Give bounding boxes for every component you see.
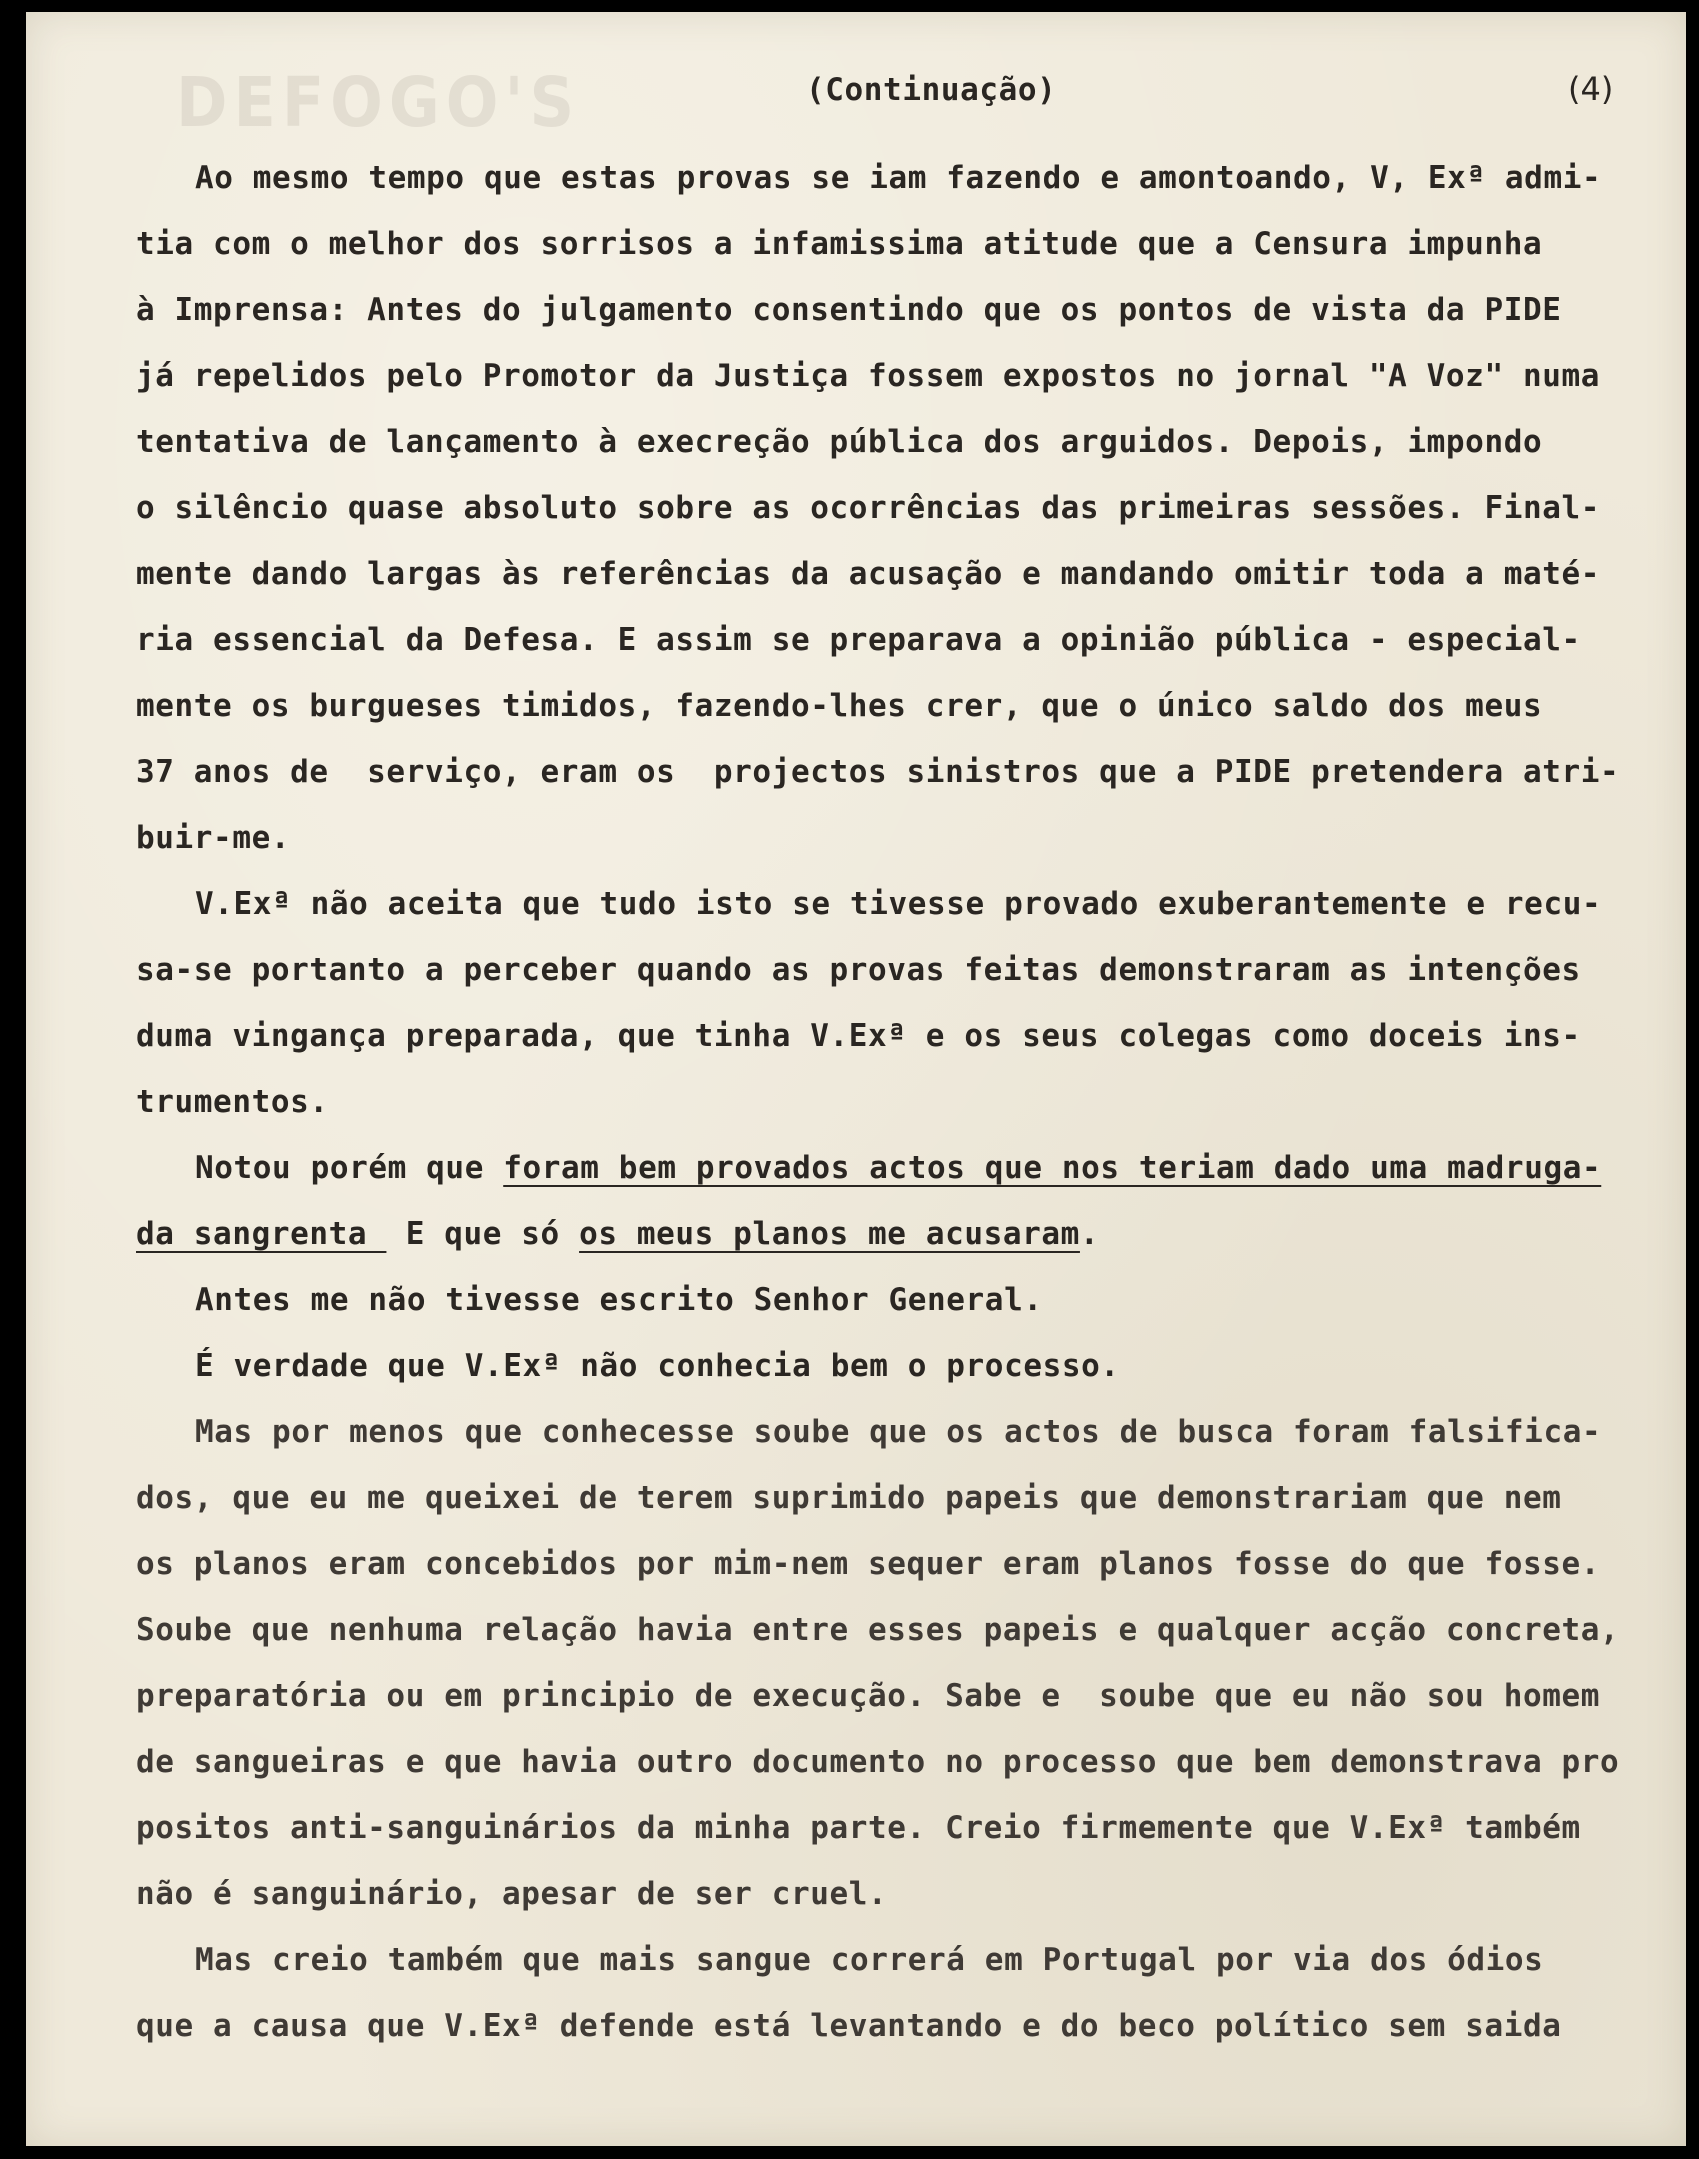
text-line: sa-se portanto a perceber quando as provas feitas demonstraram as intenções	[136, 952, 1581, 988]
text-line: de sangueiras e que havia outro documento no processo que bem demonstrava pro	[136, 1744, 1620, 1780]
text-line: mente os burgueses timidos, fazendo-lhes crer, que o único saldo dos meus	[136, 688, 1543, 724]
text-line: tentativa de lançamento à execreção pública dos arguidos. Depois, impondo	[136, 424, 1543, 460]
text-line: que a causa que V.Exª defende está levantando e do beco político sem saida	[136, 2008, 1562, 2044]
text-line: à Imprensa: Antes do julgamento consentindo que os pontos de vista da PIDE	[136, 292, 1562, 328]
page-number: (4)	[1568, 70, 1614, 108]
text-line: trumentos.	[136, 1084, 329, 1120]
underlined-text: foram bem provados actos que nos teriam dado uma madruga-	[503, 1150, 1602, 1186]
text-line: o silêncio quase absoluto sobre as ocorrências das primeiras sessões. Final-	[136, 490, 1601, 526]
text-line: buir-me.	[136, 820, 291, 856]
text-line: ria essencial da Defesa. E assim se preparava a opinião pública - especial-	[136, 622, 1581, 658]
document-page	[26, 12, 1686, 2146]
text-line: Soube que nenhuma relação havia entre esses papeis e qualquer acção concreta,	[136, 1612, 1620, 1648]
ghost-stamp-watermark: DEFOGO'S	[176, 62, 581, 143]
text-line	[136, 1216, 1099, 1252]
text-line: dos, que eu me queixei de terem suprimido papeis que demonstrariam que nem	[136, 1480, 1562, 1516]
text-line: 37 anos de serviço, eram os projectos sinistros que a PIDE pretendera atri-	[136, 754, 1620, 790]
underlined-text: os meus planos me acusaram	[579, 1216, 1080, 1252]
text-line: os planos eram concebidos por mim-nem sequer eram planos fosse do que fosse.	[136, 1546, 1601, 1582]
text-line: preparatória ou em principio de execução. Sabe e soube que eu não sou homem	[136, 1678, 1601, 1714]
underlined-text: da sangrenta	[136, 1216, 387, 1252]
text-line: É verdade que V.Exª não conhecia bem o processo.	[195, 1348, 1120, 1384]
text-line: positos anti-sanguinários da minha parte. Creio firmemente que V.Exª também	[136, 1810, 1581, 1846]
text-line: mente dando largas às referências da acusação e mandando omitir toda a maté-	[136, 556, 1601, 592]
text-fragment: Notou porém que	[195, 1150, 504, 1186]
text-line: V.Exª não aceita que tudo isto se tivesse provado exuberantemente e recu-	[195, 886, 1602, 922]
text-line: não é sanguinário, apesar de ser cruel.	[136, 1876, 888, 1912]
text-line: Mas por menos que conhecesse soube que os actos de busca foram falsifica-	[195, 1414, 1602, 1450]
text-line: Ao mesmo tempo que estas provas se iam fazendo e amontoando, V, Exª admi-	[195, 160, 1602, 196]
text-line	[195, 1150, 1601, 1186]
text-line: Mas creio também que mais sangue correrá em Portugal por via dos ódios	[195, 1942, 1544, 1978]
text-line: já repelidos pelo Promotor da Justiça fossem expostos no jornal "A Voz" numa	[136, 358, 1601, 394]
text-fragment: E que só	[386, 1216, 580, 1252]
text-fragment: .	[1079, 1216, 1100, 1252]
text-line: tia com o melhor dos sorrisos a infamissima atitude que a Censura impunha	[136, 226, 1543, 262]
text-line: Antes me não tivesse escrito Senhor General.	[195, 1282, 1043, 1318]
continuation-header: (Continuação)	[806, 72, 1057, 108]
text-line: duma vingança preparada, que tinha V.Exª e os seus colegas como doceis ins-	[136, 1018, 1581, 1054]
